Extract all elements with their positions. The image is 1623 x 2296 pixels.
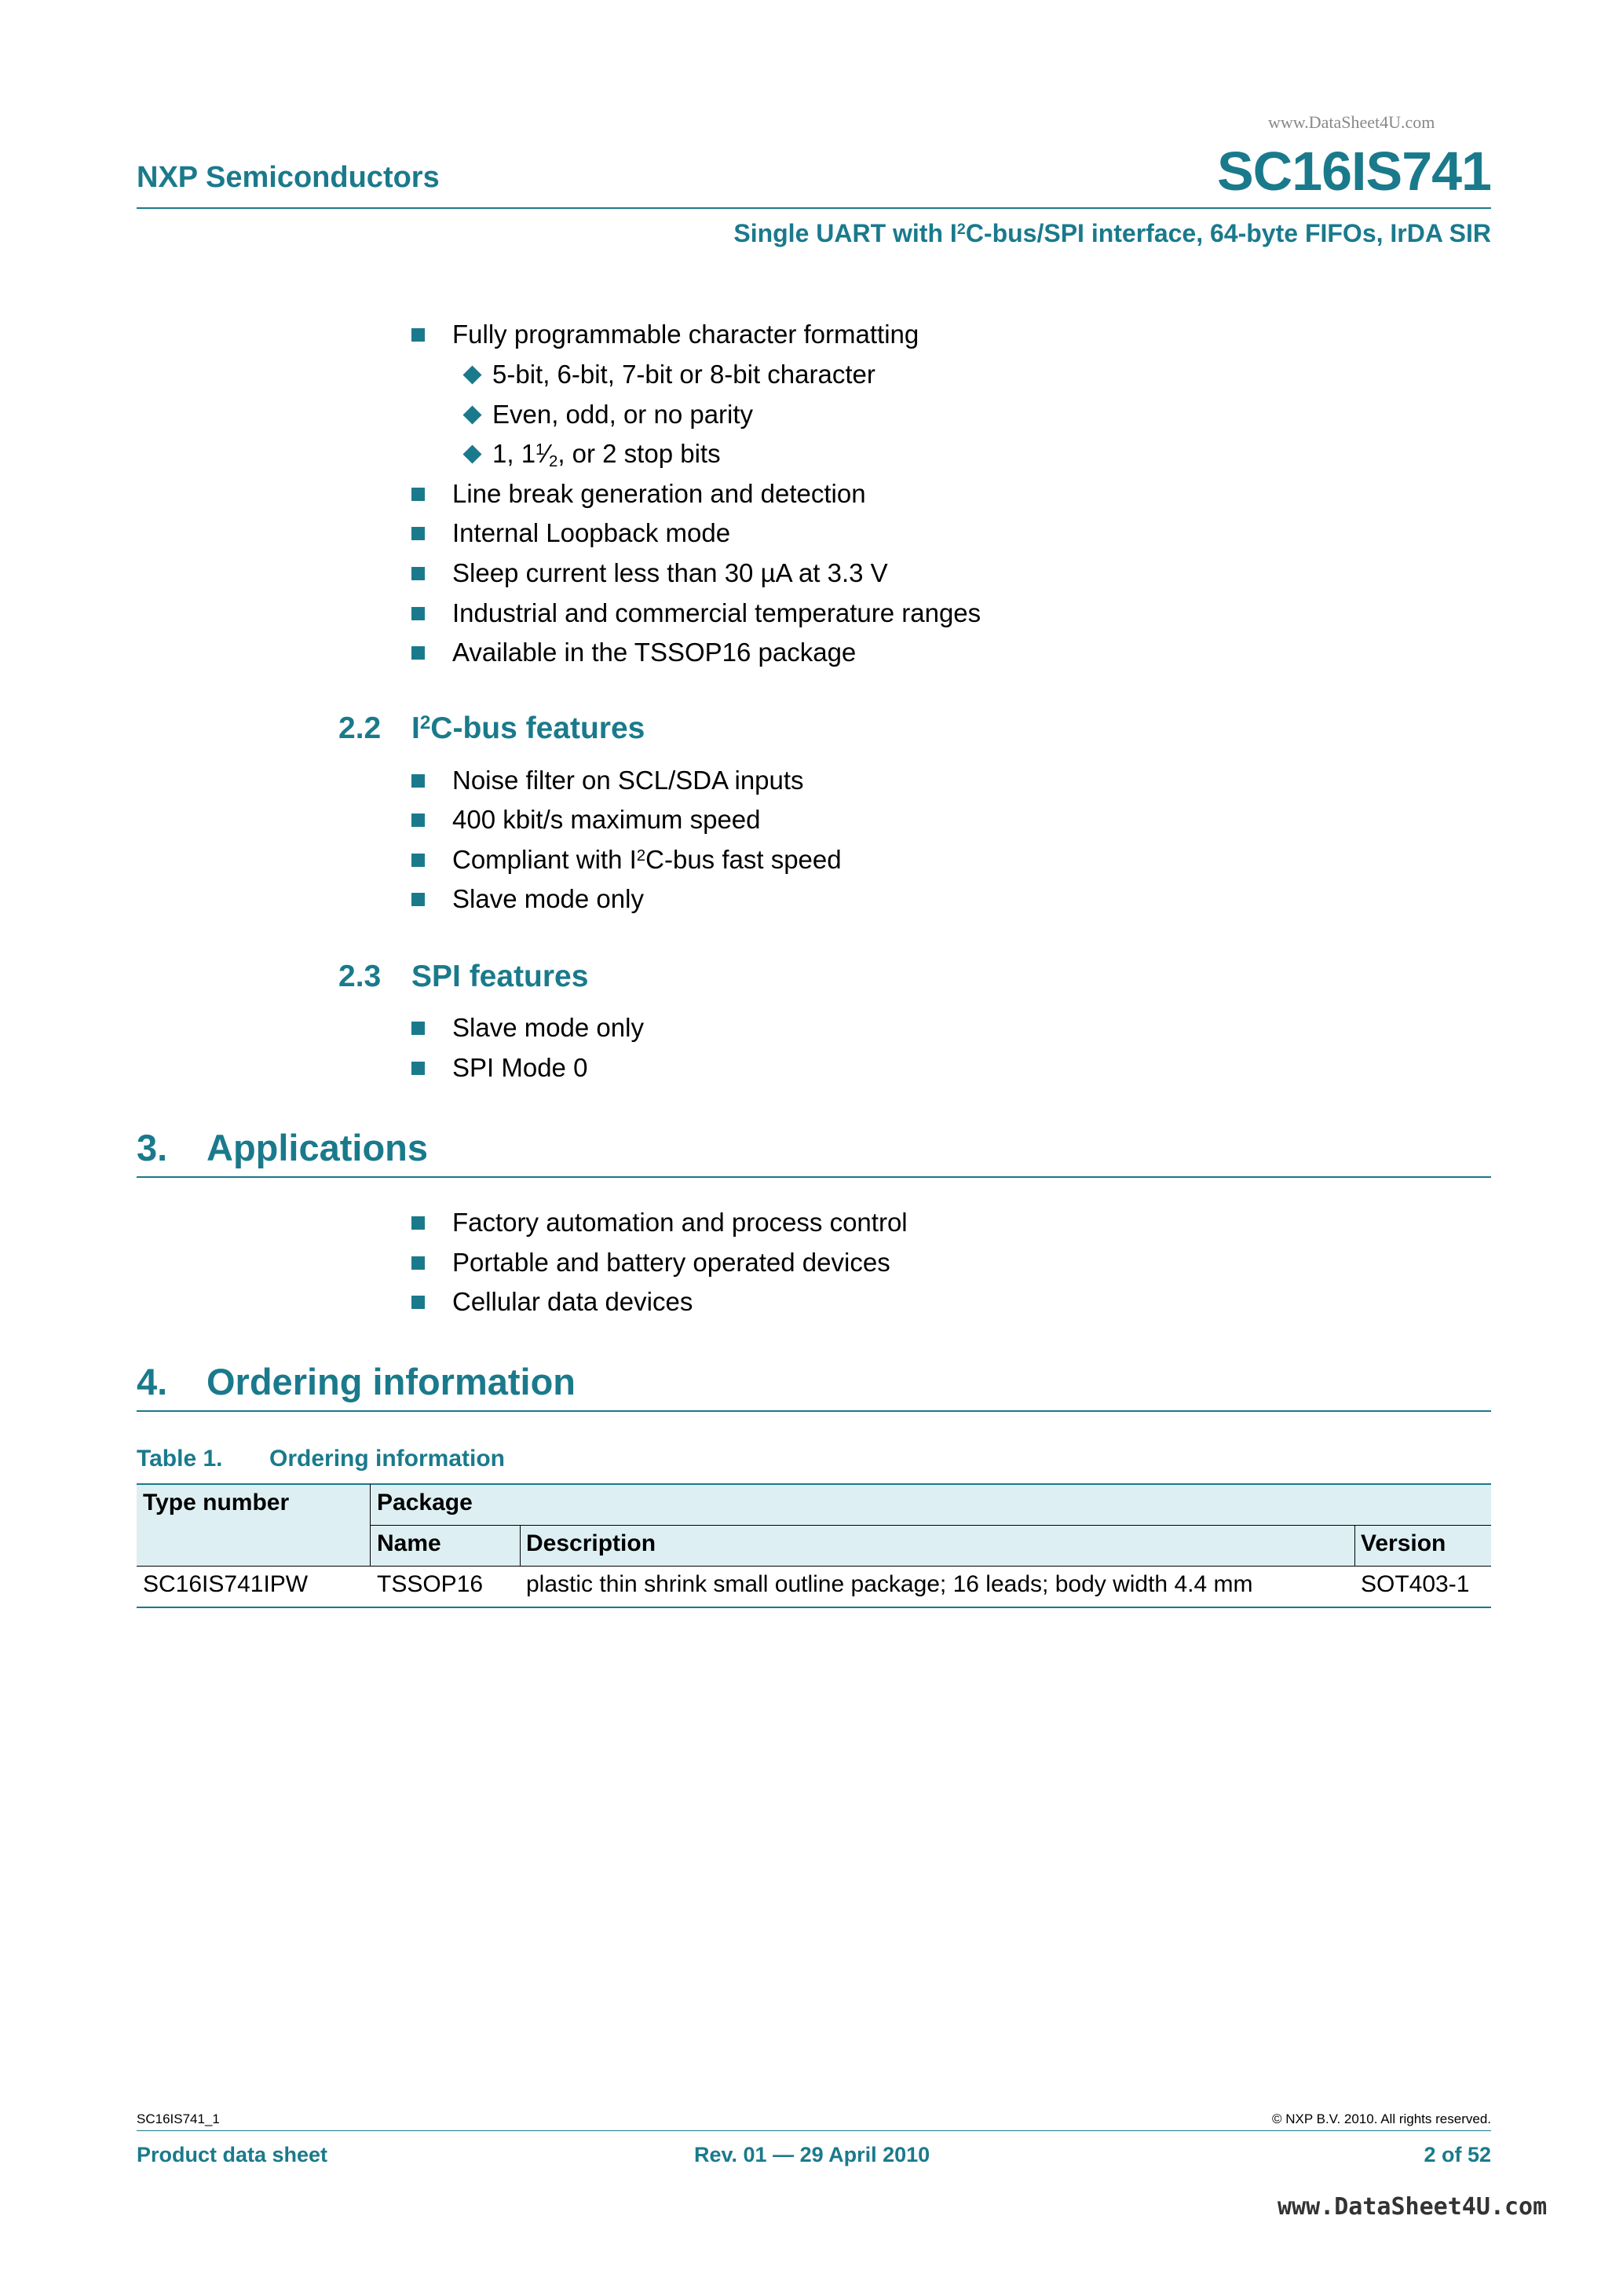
list-item: Fully programmable character formatting <box>452 320 919 349</box>
bullet-diamond-icon <box>462 405 481 424</box>
footer-page-number: 2 of 52 <box>1424 2143 1491 2166</box>
bullet-square-icon <box>411 488 425 501</box>
footer-doc-type: Product data sheet <box>137 2143 328 2166</box>
table-col-divider <box>370 1484 371 1566</box>
list-item: Internal Loopback mode <box>452 518 731 547</box>
document-subtitle: Single UART with $I^2C-bus$/SPI interface, 64-byte FIFOs, IrDA SIR <box>733 219 1491 247</box>
list-item: Portable and battery operated devices <box>452 1248 890 1277</box>
bullet-square-icon <box>411 854 425 867</box>
bullet-square-icon <box>411 1062 425 1075</box>
section-2-3-number: 2.3 <box>338 960 382 993</box>
section-3-number: 3. <box>137 1127 168 1168</box>
section-rule <box>137 1176 1491 1178</box>
list-item: Cellular data devices <box>452 1287 693 1316</box>
bullet-square-icon <box>411 607 425 620</box>
section-3-title: Applications <box>207 1127 429 1168</box>
bullet-square-icon <box>411 774 425 788</box>
table-header-description: Description <box>526 1530 656 1556</box>
list-item: Available in the TSSOP16 package <box>452 638 857 667</box>
sub-list-item: Even, odd, or no parity <box>492 400 754 429</box>
bullet-diamond-icon <box>462 365 481 384</box>
list-item: Slave mode only <box>452 884 644 913</box>
footer-doc-id: SC16IS741_1 <box>137 2111 220 2126</box>
table-cell-type-number: SC16IS741IPW <box>143 1571 309 1597</box>
bullet-square-icon <box>411 1022 425 1035</box>
list-item: Slave mode only <box>452 1013 644 1042</box>
table-top-rule <box>137 1483 1491 1485</box>
sub-list-item: 1, $1^1⁄_2$, or 2 stop bits <box>492 439 721 471</box>
table-caption-title: Ordering information <box>269 1446 505 1472</box>
footer-rule <box>137 2130 1491 2131</box>
table-header-rule <box>137 1566 1491 1567</box>
company-name: NXP Semiconductors <box>137 161 440 194</box>
table-cell-version: SOT403-1 <box>1361 1571 1470 1597</box>
section-2-2-title: $I^2C$-bus features <box>411 711 645 745</box>
header-rule <box>137 207 1491 209</box>
table-header-package: Package <box>377 1490 473 1515</box>
bullet-square-icon <box>411 1256 425 1270</box>
table-cell-name: TSSOP16 <box>377 1571 484 1597</box>
bullet-square-icon <box>411 567 425 580</box>
list-item: Sleep current less than 30 µA at 3.3 V <box>452 558 888 587</box>
bullet-diamond-icon <box>462 444 481 463</box>
bullet-square-icon <box>411 527 425 540</box>
table-header-name: Name <box>377 1530 441 1556</box>
bullet-square-icon <box>411 328 425 342</box>
list-item: Noise filter on SCL/SDA inputs <box>452 766 804 795</box>
table-header-version: Version <box>1361 1530 1446 1556</box>
bullet-square-icon <box>411 1296 425 1309</box>
sub-list-item: 5-bit, 6-bit, 7-bit or 8-bit character <box>492 360 875 389</box>
footer-watermark: www.DataSheet4U.com <box>1278 2193 1548 2221</box>
list-item: Factory automation and process control <box>452 1208 908 1237</box>
table-col-divider <box>520 1525 521 1566</box>
section-4-number: 4. <box>137 1361 168 1402</box>
footer-copyright: © NXP B.V. 2010. All rights reserved. <box>1271 2111 1491 2126</box>
list-item: Line break generation and detection <box>452 479 866 508</box>
list-item: Compliant with $I^2C$-bus fast speed <box>452 845 842 874</box>
part-number: SC16IS741 <box>1216 141 1491 202</box>
list-item: Industrial and commercial temperature ranges <box>452 598 981 627</box>
bullet-square-icon <box>411 646 425 660</box>
bullet-square-icon <box>411 893 425 906</box>
table-subheader-rule <box>371 1525 1491 1526</box>
table-cell-description: plastic thin shrink small outline package; 16 leads; body width 4.4 mm <box>526 1571 1253 1597</box>
section-4-title: Ordering information <box>207 1361 576 1402</box>
table-caption-label: Table 1. <box>137 1446 223 1472</box>
table-header-type-number: Type number <box>143 1490 290 1515</box>
list-item: 400 kbit/s maximum speed <box>452 805 761 834</box>
section-2-3-title: SPI features <box>411 960 589 993</box>
list-item: SPI Mode 0 <box>452 1053 588 1082</box>
bullet-square-icon <box>411 813 425 827</box>
bullet-square-icon <box>411 1216 425 1230</box>
table-bottom-rule <box>137 1607 1491 1608</box>
header-watermark: www.DataSheet4U.com <box>1268 112 1435 132</box>
table-col-divider <box>1354 1525 1355 1566</box>
section-rule <box>137 1410 1491 1412</box>
section-2-2-number: 2.2 <box>338 711 382 745</box>
footer-revision: Rev. 01 — 29 April 2010 <box>694 2143 930 2166</box>
